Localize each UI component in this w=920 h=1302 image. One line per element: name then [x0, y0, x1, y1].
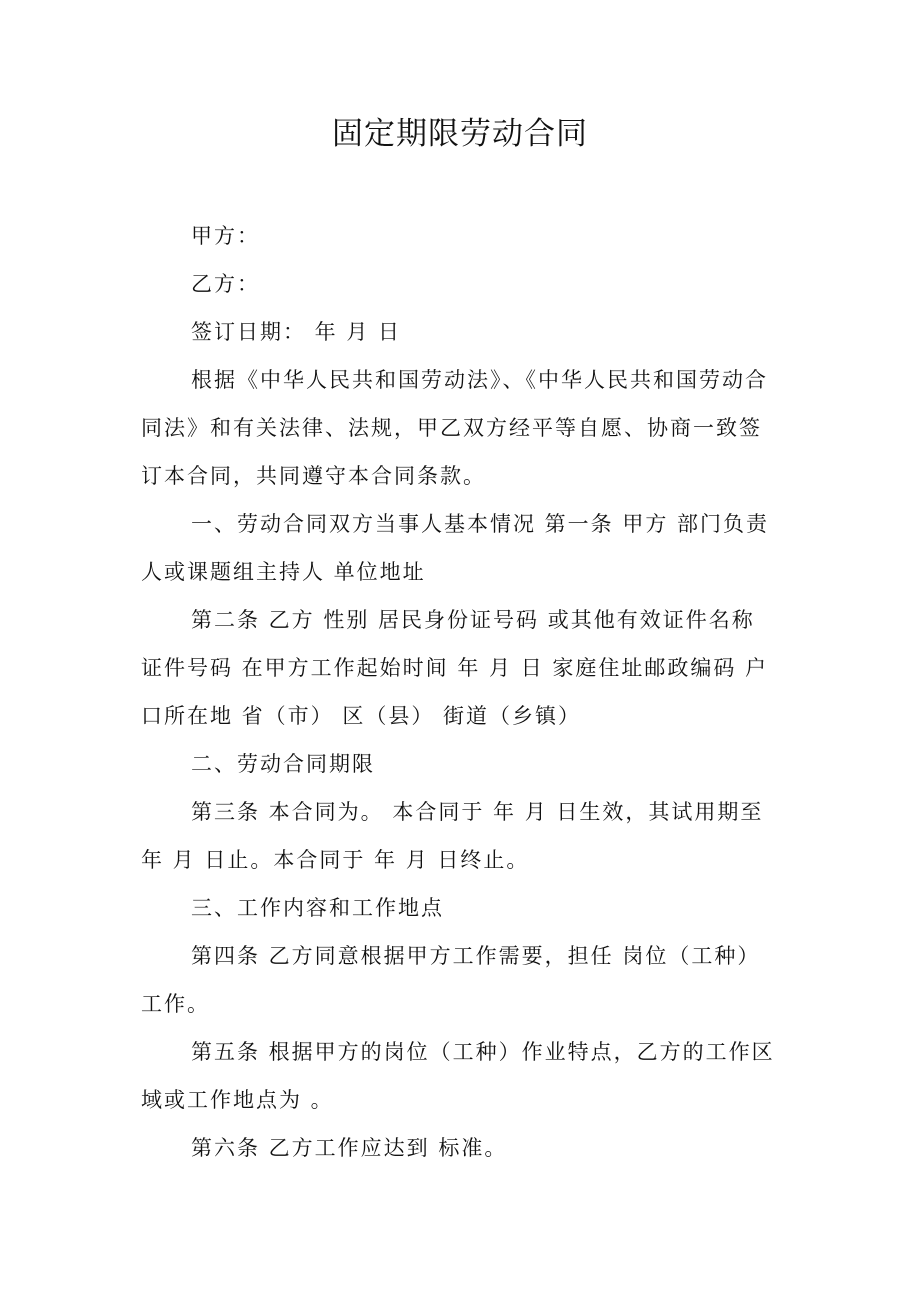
section-three-heading: 三、工作内容和工作地点 [191, 896, 444, 920]
article-four-paragraph: 第四条 乙方同意根据甲方工作需要，担任 岗位（工种）工作。 [141, 944, 761, 1016]
article-two-paragraph: 第二条 乙方 性别 居民身份证号码 或其他有效证件名称 证件号码 在甲方工作起始时间 年 月 日 家庭住址邮政编码 户口所在地 省（市） 区（县） 街道（乡镇） [141, 608, 769, 728]
section-one-paragraph: 一、劳动合同双方当事人基本情况 第一条 甲方 部门负责人或课题组主持人 单位地址 [141, 512, 770, 584]
signing-date-line: 签订日期： 年 月 日 [191, 320, 402, 344]
section-two-heading: 二、劳动合同期限 [191, 752, 375, 776]
party-a-line: 甲方： [191, 224, 260, 248]
article-three-paragraph: 第三条 本合同为。 本合同于 年 月 日生效，其试用期至 年 月 日止。本合同于 年 月 日终止。 [141, 800, 764, 872]
article-five-paragraph: 第五条 根据甲方的岗位（工种）作业特点，乙方的工作区域或工作地点为 。 [141, 1040, 775, 1112]
article-six-paragraph: 第六条 乙方工作应达到 标准。 [191, 1136, 508, 1160]
document-title: 固定期限劳动合同 [332, 116, 588, 152]
legal-basis-paragraph: 根据《中华人民共和国劳动法》、《中华人民共和国劳动合同法》和有关法律、法规，甲乙双方经平等自愿、协商一致签订本合同，共同遵守本合同条款。 [141, 368, 768, 488]
party-b-line: 乙方： [191, 272, 260, 296]
document-body [141, 212, 781, 1172]
